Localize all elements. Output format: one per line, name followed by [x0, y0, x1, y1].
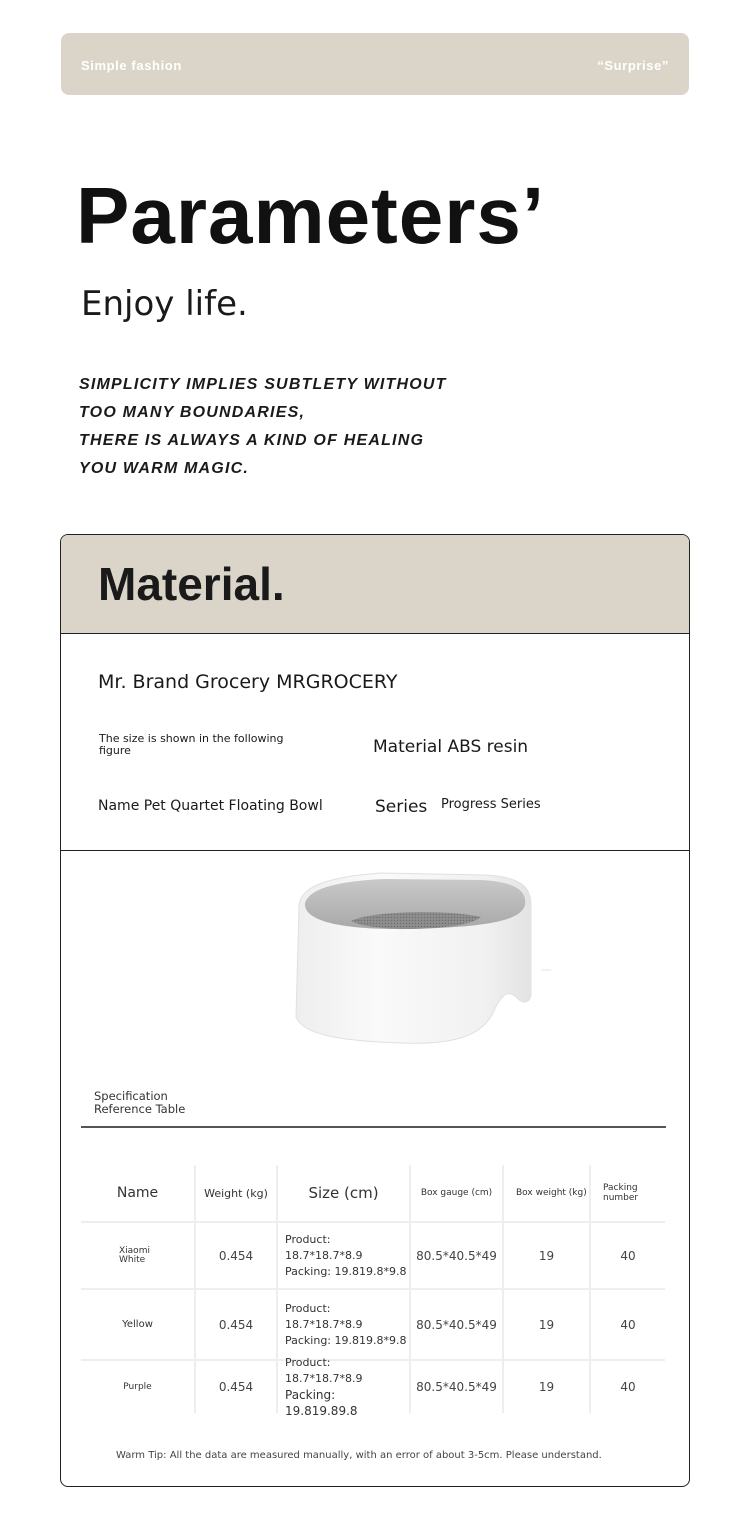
motto-line: TOO MANY BOUNDARIES, — [79, 404, 306, 421]
column-header: Weight (kg) — [196, 1165, 278, 1221]
product-info — [61, 635, 689, 851]
pet-bowl-image — [231, 865, 551, 1045]
spec-title — [94, 1090, 185, 1116]
column-header: Packing number — [603, 1183, 639, 1203]
cell-packing-size: Packing: 19.819.8*9.8 — [285, 1333, 407, 1347]
series-label: Series — [375, 797, 428, 817]
material-text: Material ABS resin — [373, 737, 529, 757]
motto-line: THERE IS ALWAYS A KIND OF HEALING — [79, 432, 425, 449]
cell-packing-size: Packing: 19.819.8*9.8 — [285, 1264, 407, 1278]
brand-text: Mr. Brand Grocery MRGROCERY — [98, 671, 398, 693]
spec-title-line: Reference Table — [94, 1102, 186, 1116]
cell-packing-size: Packing: 19.819.89.8 — [285, 1388, 358, 1418]
cell-product-size: Product: 18.7*18.7*8.9 — [285, 1356, 363, 1385]
cell-box-gauge: 80.5*40.5*49 — [411, 1361, 504, 1413]
cell-box-gauge: 80.5*40.5*49 — [411, 1290, 504, 1359]
top-banner — [61, 33, 689, 95]
banner-right-text: “Surprise” — [597, 58, 669, 73]
cell-size — [278, 1290, 411, 1359]
cell-packing-number: 40 — [620, 1248, 636, 1263]
cell-packing-number: 40 — [620, 1380, 636, 1394]
cell-product-size: Product: 18.7*18.7*8.9 — [285, 1232, 363, 1262]
cell-weight: 0.454 — [196, 1223, 278, 1288]
product-name: Name Pet Quartet Floating Bowl — [98, 798, 323, 814]
motto-line: SIMPLICITY IMPLIES SUBTLETY WITHOUT — [79, 376, 447, 393]
cell-weight: 0.454 — [196, 1290, 278, 1359]
cell-product-size: Product: 18.7*18.7*8.9 — [285, 1301, 363, 1331]
warm-tip: Warm Tip: All the data are measured manually, with an error of about 3-5cm. Please understand. — [116, 1450, 602, 1461]
column-header: Name — [81, 1165, 196, 1221]
table-header-row — [81, 1165, 665, 1223]
cell-name: Xiaomi White — [81, 1223, 196, 1288]
table-row — [81, 1356, 665, 1418]
column-header: Size (cm) — [278, 1165, 411, 1221]
cell-box-weight: 19 — [504, 1290, 591, 1359]
cell-box-gauge: 80.5*40.5*49 — [411, 1223, 504, 1288]
page-subtitle: Enjoy life. — [81, 284, 248, 324]
cell-name: Yellow — [81, 1290, 196, 1359]
motto-text — [79, 371, 447, 483]
table-row — [81, 1223, 665, 1290]
material-card — [60, 534, 690, 1487]
material-heading: Material. — [98, 558, 285, 610]
size-note: The size is shown in the following figure — [99, 732, 284, 757]
series-value: Progress Series — [441, 797, 541, 812]
cell-size — [278, 1223, 411, 1288]
cell-box-weight: 19 — [504, 1361, 591, 1413]
table-row — [81, 1290, 665, 1361]
motto-line: YOU WARM MAGIC. — [79, 460, 249, 477]
material-header — [61, 535, 689, 634]
cell-packing-number: 40 — [620, 1317, 636, 1332]
cell-size — [278, 1356, 411, 1418]
banner-left-text: Simple fashion — [81, 58, 182, 73]
spec-title-line: Specification — [94, 1089, 168, 1103]
column-header: Box gauge (cm) — [411, 1165, 504, 1221]
spec-table — [81, 1165, 665, 1418]
column-header: Box weight (kg) — [504, 1165, 591, 1221]
cell-box-weight: 19 — [504, 1223, 591, 1288]
divider — [81, 1126, 666, 1128]
page-title: Parameters’ — [76, 171, 546, 260]
cell-name: Purple — [81, 1361, 196, 1413]
cell-weight: 0.454 — [196, 1361, 278, 1413]
